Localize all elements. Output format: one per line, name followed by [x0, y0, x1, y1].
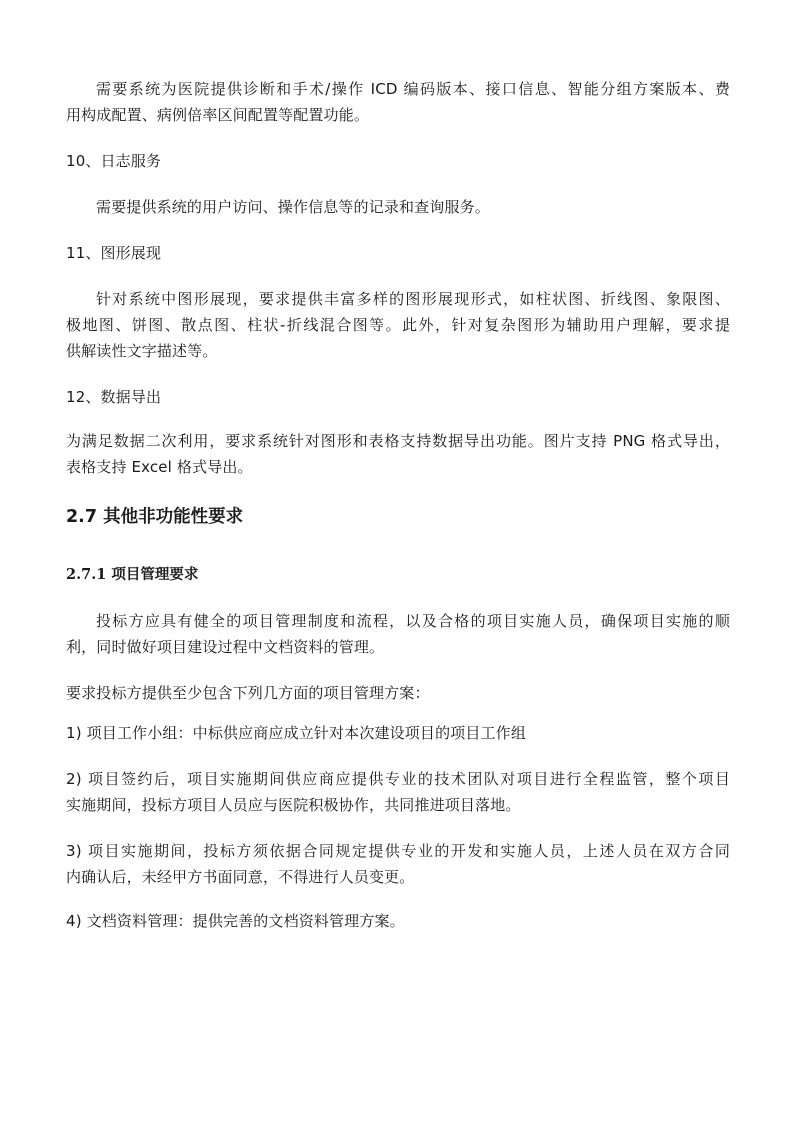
- paragraph-graphics-line-3: 供解读性文字描述等。: [66, 342, 218, 360]
- paragraph-graphics-line-1: 针对系统中图形展现，要求提供丰富多样的图形展现形式，如柱状图、折线图、象限图、: [96, 290, 730, 308]
- paragraph-config-line-2: 用构成配置、病例倍率区间配置等配置功能。: [66, 106, 370, 124]
- paragraph-graphics-line-2: 极地图、饼图、散点图、柱状-折线混合图等。此外，针对复杂图形为辅助用户理解，要求提: [66, 316, 730, 334]
- list-item-1-line-1: 1) 项目工作小组：中标供应商应成立针对本次建设项目的项目工作组: [66, 724, 526, 742]
- heading-log-service: 10、日志服务: [66, 152, 162, 170]
- paragraph-pm-line-2: 利，同时做好项目建设过程中文档资料的管理。: [66, 638, 385, 656]
- subsection-title: 2.7.1 项目管理要求: [66, 566, 199, 583]
- heading-data-export: 12、数据导出: [66, 388, 162, 406]
- paragraph-export-line-2: 表格支持 Excel 格式导出。: [66, 458, 253, 476]
- section-title: 2.7 其他非功能性要求: [66, 507, 244, 527]
- heading-graphics: 11、图形展现: [66, 244, 162, 262]
- paragraph-export-line-1: 为满足数据二次利用，要求系统针对图形和表格支持数据导出功能。图片支持 PNG 格式导出，: [66, 432, 730, 450]
- paragraph-log-line-1: 需要提供系统的用户访问、操作信息等的记录和查询服务。: [96, 198, 490, 216]
- paragraph-config-line-1: 需要系统为医院提供诊断和手术/操作 ICD 编码版本、接口信息、智能分组方案版本、费: [96, 80, 730, 98]
- list-item-3-line-1: 3) 项目实施期间，投标方须依据合同规定提供专业的开发和实施人员，上述人员在双方合同: [66, 842, 730, 860]
- list-item-2-line-2: 实施期间，投标方项目人员应与医院积极协作，共同推进项目落地。: [66, 796, 521, 814]
- paragraph-pm-intro: 要求投标方提供至少包含下列几方面的项目管理方案：: [66, 684, 430, 702]
- list-item-4-line-1: 4) 文档资料管理：提供完善的文档资料管理方案。: [66, 912, 405, 930]
- list-item-2-line-1: 2) 项目签约后，项目实施期间供应商应提供专业的技术团队对项目进行全程监管，整个项目: [66, 770, 730, 788]
- list-item-3-line-2: 内确认后，未经甲方书面同意，不得进行人员变更。: [66, 868, 415, 886]
- paragraph-pm-line-1: 投标方应具有健全的项目管理制度和流程，以及合格的项目实施人员，确保项目实施的顺: [96, 612, 730, 630]
